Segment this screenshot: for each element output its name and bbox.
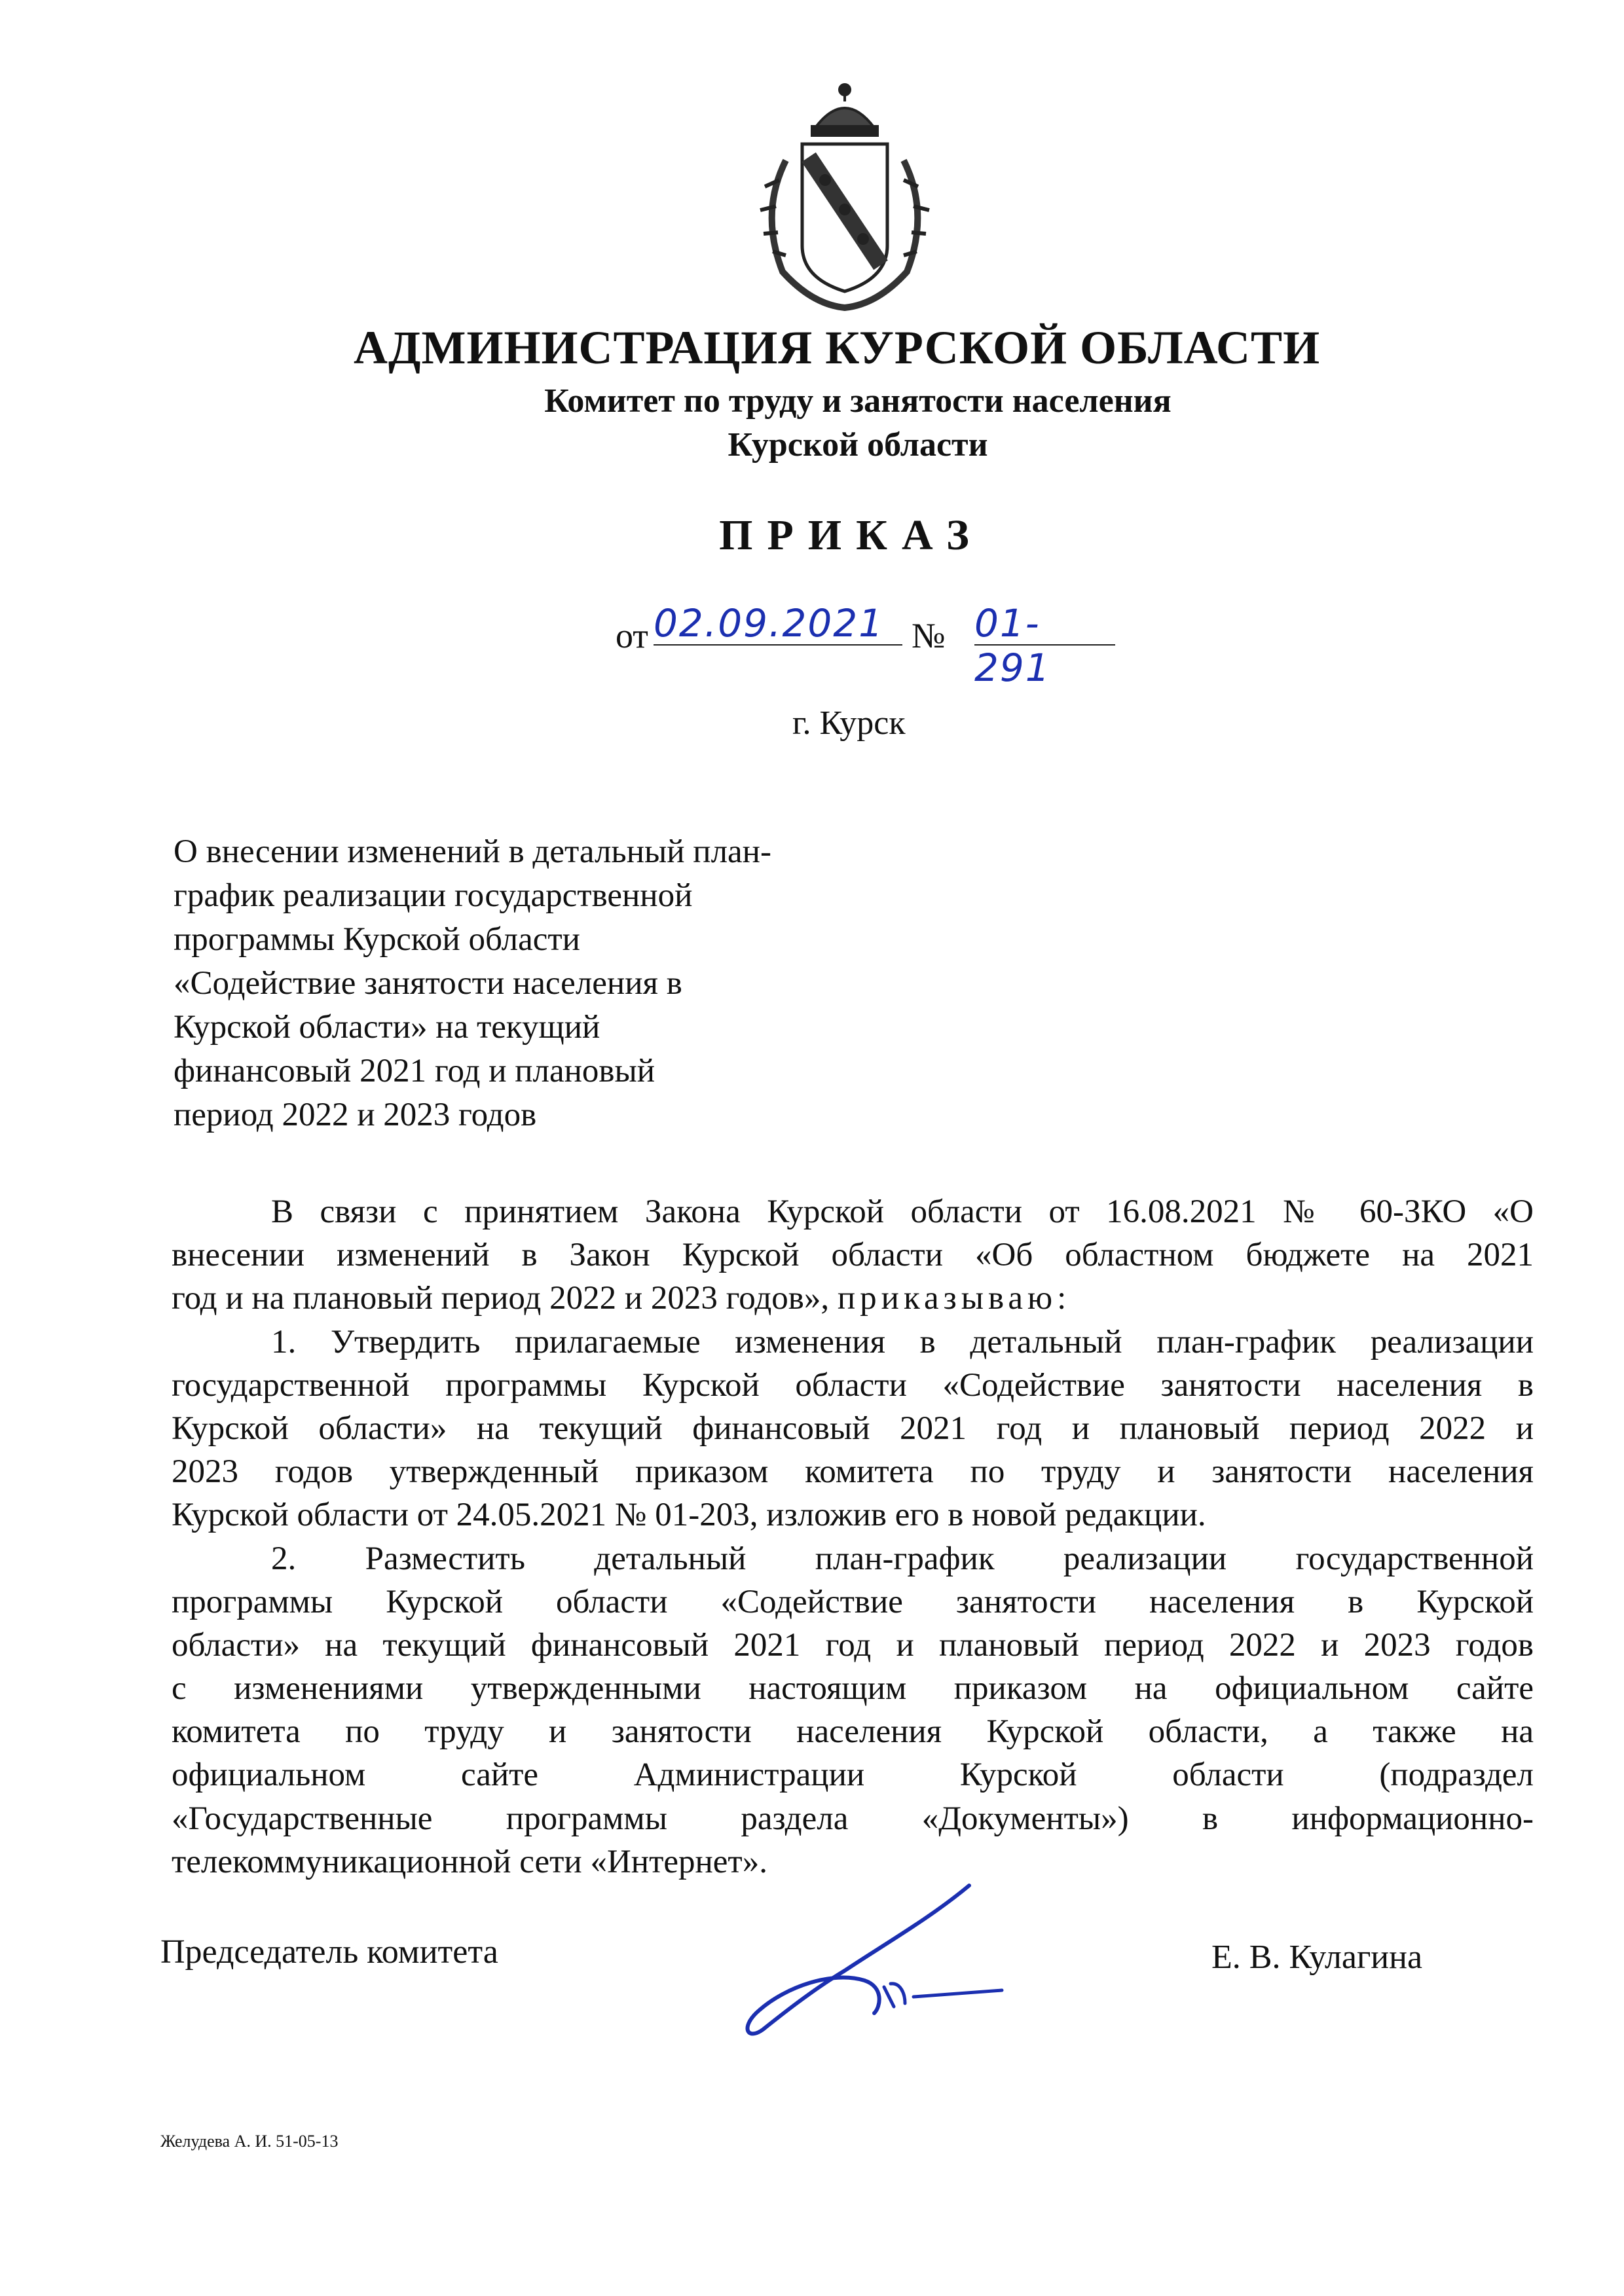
coat-of-arms-icon [747, 82, 943, 318]
body-line: 1. Утвердить прилагаемые изменения в детальный план-график реализации [271, 1323, 1534, 1360]
body-line-text: год и на плановый период 2022 и 2023 годов», [172, 1280, 830, 1317]
subject-line: график реализации государственной [174, 877, 693, 914]
body-line: с изменениями утвержденными настоящим приказом на официальном сайте [172, 1670, 1534, 1707]
handwritten-order-number: 01-291 [974, 601, 1115, 646]
body-line [172, 1277, 1534, 1320]
body-line: 2023 годов утвержденный приказом комитета по труду и занятости населения [172, 1453, 1534, 1491]
body-line: программы Курской области «Содействие занятости населения в Курской [172, 1583, 1534, 1620]
subject-line: «Содействие занятости населения в [174, 965, 682, 1002]
subject-line: О внесении изменений в детальный план- [174, 833, 771, 870]
subject-line: Курской области» на текущий [174, 1009, 600, 1046]
body-line: комитета по труду и занятости населения Курской области, а также на [172, 1713, 1534, 1751]
handwritten-date: 02.09.2021 [654, 601, 902, 646]
handwritten-signature-icon [733, 1872, 1022, 2043]
body-line: Курской области от 24.05.2021 № 01-203, изложив его в новой редакции. [172, 1497, 1206, 1534]
body-line: государственной программы Курской области «Содействие занятости населения в [172, 1366, 1534, 1404]
subject-line: финансовый 2021 год и плановый [174, 1053, 655, 1089]
document-type-heading: ПРИКАЗ [719, 511, 984, 559]
body-line: 2. Разместить детальный план-график реализации государственной [271, 1540, 1534, 1577]
body-line: официальном сайте Администрации Курской области (подраздел [172, 1757, 1534, 1794]
signer-title: Председатель комитета [160, 1933, 498, 1971]
city-of-issue: г. Курск [792, 704, 906, 742]
body-line: В связи с принятием Закона Курской области от 16.08.2021 № 60-ЗКО «О [271, 1194, 1534, 1230]
body-line: Курской области» на текущий финансовый 2021 год и плановый период 2022 и [172, 1410, 1534, 1447]
body-line: телекоммуникационной сети «Интернет». [172, 1843, 767, 1880]
body-line: внесении изменений в Закон Курской области «Об областном бюджете на 2021 [172, 1237, 1534, 1274]
body-line: области» на текущий финансовый 2021 год и плановый период 2022 и 2023 годов [172, 1626, 1534, 1664]
order-subject [174, 830, 894, 1137]
committee-name-line2: Курской области [728, 426, 988, 464]
date-prefix: от [616, 616, 648, 655]
subject-line: программы Курской области [174, 921, 580, 958]
subject-line: период 2022 и 2023 годов [174, 1097, 537, 1133]
body-line: «Государственные программы раздела «Документы») в информационно- [172, 1800, 1534, 1837]
executor-contact: Желудева А. И. 51-05-13 [160, 2132, 339, 2151]
committee-name-line1: Комитет по труду и занятости населения [544, 382, 1172, 420]
order-body [172, 1190, 1534, 1884]
number-label: № [912, 616, 946, 655]
signer-name: Е. В. Кулагина [1211, 1939, 1423, 1976]
organization-title: АДМИНИСТРАЦИЯ КУРСКОЙ ОБЛАСТИ [354, 321, 1321, 374]
order-verb: приказываю: [837, 1280, 1071, 1317]
